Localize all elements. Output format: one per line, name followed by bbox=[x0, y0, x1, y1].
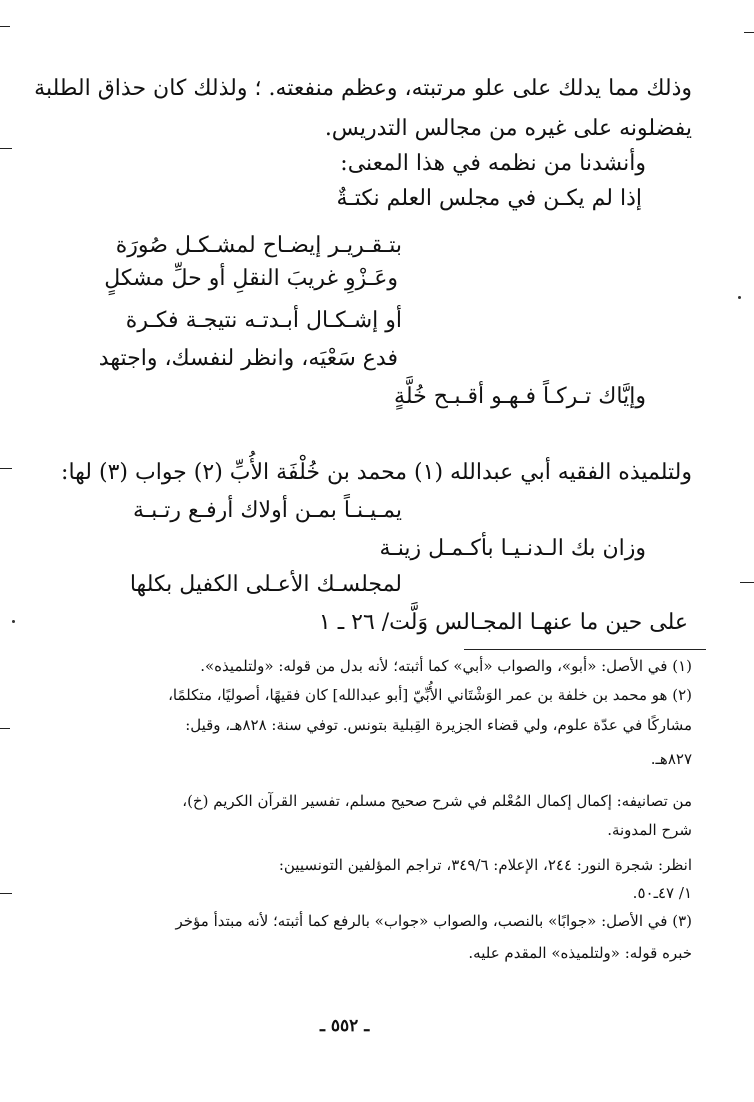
footnote-text: مشاركًا في عدّة علوم، ولي قضاء الجزيرة القِبلية بتونس. توفي سنة: ٨٢٨هـ، وقيل: bbox=[185, 716, 692, 734]
footnote-text: خبره قوله: «ولتلميذه» المقدم عليه. bbox=[468, 944, 692, 962]
verse-hemistich: لمجلسـك الأعـلى الكفيل بكلها bbox=[129, 572, 402, 597]
text-line: وذلك مما يدلك على علو مرتبته، وعظم منفعته. ؛ ولذلك كان حذاق الطلبة bbox=[34, 76, 692, 101]
verse-hemistich: وزان بك الـدنـيـا بأكـمـل زينـة bbox=[379, 536, 646, 561]
verse-hemistich: وعَـزْوِ غريبَ النقلِ أو حلِّ مشكلٍ bbox=[104, 266, 398, 291]
verse-hemistich: فدع سَعْيَه، وانظر لنفسك، واجتهد bbox=[98, 346, 398, 371]
footnote-text: شرح المدونة. bbox=[607, 821, 692, 839]
verse-hemistich: على حين ما عنهـا المجـالس وَلَّت/ ٢٦ ـ ١ bbox=[318, 610, 688, 635]
footnote-text: انظر: شجرة النور: ٢٤٤، الإعلام: ٣٤٩/٦، تراجم المؤلفين التونسيين: bbox=[278, 856, 692, 874]
footnote-1: (١) في الأصل: «أبو»، والصواب «أبي» كما أثبته؛ لأنه بدل من قوله: «ولتلميذه». bbox=[200, 657, 692, 675]
margin-dot bbox=[738, 296, 741, 299]
verse-hemistich: يمـيـنـاً بمـن أولاك أرفـع رتـبـة bbox=[132, 498, 402, 523]
footnote-3: (٣) في الأصل: «جوابًا» بالنصب، والصواب «جواب» بالرفع كما أثبته؛ لأنه مبتدأ مؤخر bbox=[175, 912, 692, 930]
margin-mark bbox=[0, 468, 12, 469]
verse-hemistich: بتـقـريـر إيضـاح لمشـكـل صُورَة bbox=[115, 233, 402, 258]
footnote-2: (٢) هو محمد بن خلفة بن عمر الوَشْتَاني الأُبِّيّ [أبو عبدالله] كان فقيهًا، أصوليًا، متكلمًا، bbox=[168, 686, 692, 704]
footnote-text: ١/ ٤٧ـ٥٠. bbox=[632, 884, 692, 902]
margin-mark bbox=[0, 893, 12, 894]
text-line: إذا لم يكـن في مجلس العلم نكتـةٌ bbox=[336, 186, 642, 211]
verse-hemistich: أو إشـكـال أبـدتـه نتيجـة فكـرة bbox=[125, 308, 402, 333]
margin-mark bbox=[0, 728, 10, 729]
page-number: ـ ٥٥٢ ـ bbox=[320, 1016, 370, 1036]
text-line: ولتلميذه الفقيه أبي عبدالله (١) محمد بن خُلْفَة الأُبِّ (٢) جواب (٣) لها: bbox=[61, 460, 692, 485]
text-line: يفضلونه على غيره من مجالس التدريس. bbox=[324, 116, 692, 141]
margin-mark bbox=[744, 32, 754, 33]
margin-mark bbox=[740, 582, 754, 583]
verse-hemistich: وإيَّاك تـركـاً فـهـو أقـبـح خُلَّةٍ bbox=[394, 384, 646, 409]
margin-dot bbox=[12, 620, 15, 623]
footnote-text: ٨٢٧هـ. bbox=[650, 750, 692, 768]
footnote-divider bbox=[464, 649, 706, 650]
margin-mark bbox=[0, 26, 10, 27]
text-line: وأنشدنا من نظمه في هذا المعنى: bbox=[340, 151, 646, 176]
footnote-text: من تصانيفه: إكمال إكمال المُعْلم في شرح صحيح مسلم، تفسير القرآن الكريم (خ)، bbox=[182, 792, 692, 810]
margin-mark bbox=[0, 148, 12, 149]
